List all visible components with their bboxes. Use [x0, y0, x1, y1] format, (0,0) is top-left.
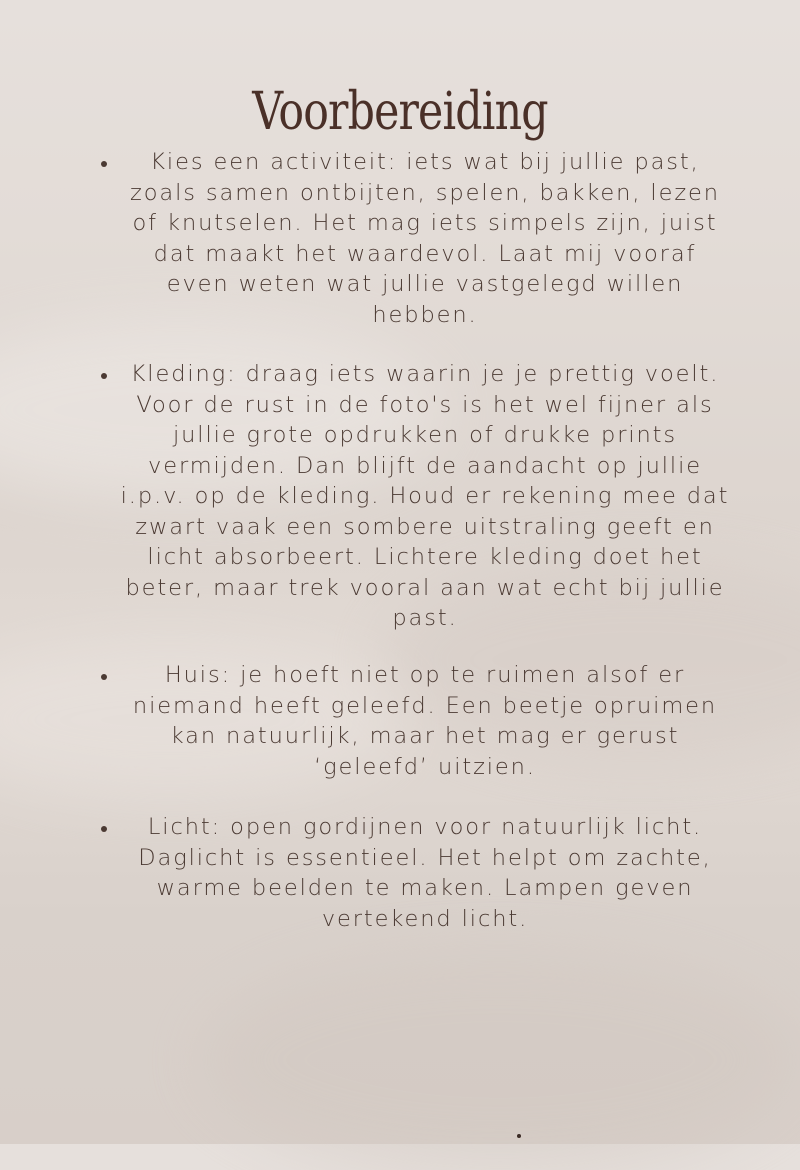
decorative-dot — [517, 1134, 521, 1138]
bullet-icon — [101, 674, 107, 680]
bullet-icon — [101, 373, 107, 379]
list-item-huis: Huis: je hoeft niet op te ruimen alsof er niemand heeft geleefd. Een beetje opruimen kan natuurlijk, maar het mag er gerust ‘geleefd’ uitzien. — [132, 662, 718, 780]
page-title: Voorbereiding — [252, 82, 548, 142]
bullet-icon — [101, 826, 107, 832]
list-item-kleding: Kleding: draag iets waarin je je prettig voelt. Voor de rust in de foto's is het wel fijner als jullie grote opdrukken of drukke prints vermijden. Dan blijft de aandacht op jullie i.p.v. op de kleding. Houd er rekening mee dat zwart vaak een sombere uitstraling geeft en licht absorbeert. Lichtere kleding doet het beter, maar trek vooral aan wat echt bij jullie past. — [120, 361, 730, 631]
list-item-activiteit: Kies een activiteit: iets wat bij jullie past, zoals samen ontbijten, spelen, bakken, lezen of knutselen. Het mag iets simpels zijn, juist dat maakt het waardevol. Laat mij vooraf even weten wat jullie vastgelegd willen hebben. — [130, 149, 720, 328]
bullet-icon — [101, 161, 107, 167]
list-item-licht: Licht: open gordijnen voor natuurlijk licht. Daglicht is essentieel. Het helpt om zachte, warme beelden te maken. Lampen geven vertekend licht. — [138, 814, 712, 932]
